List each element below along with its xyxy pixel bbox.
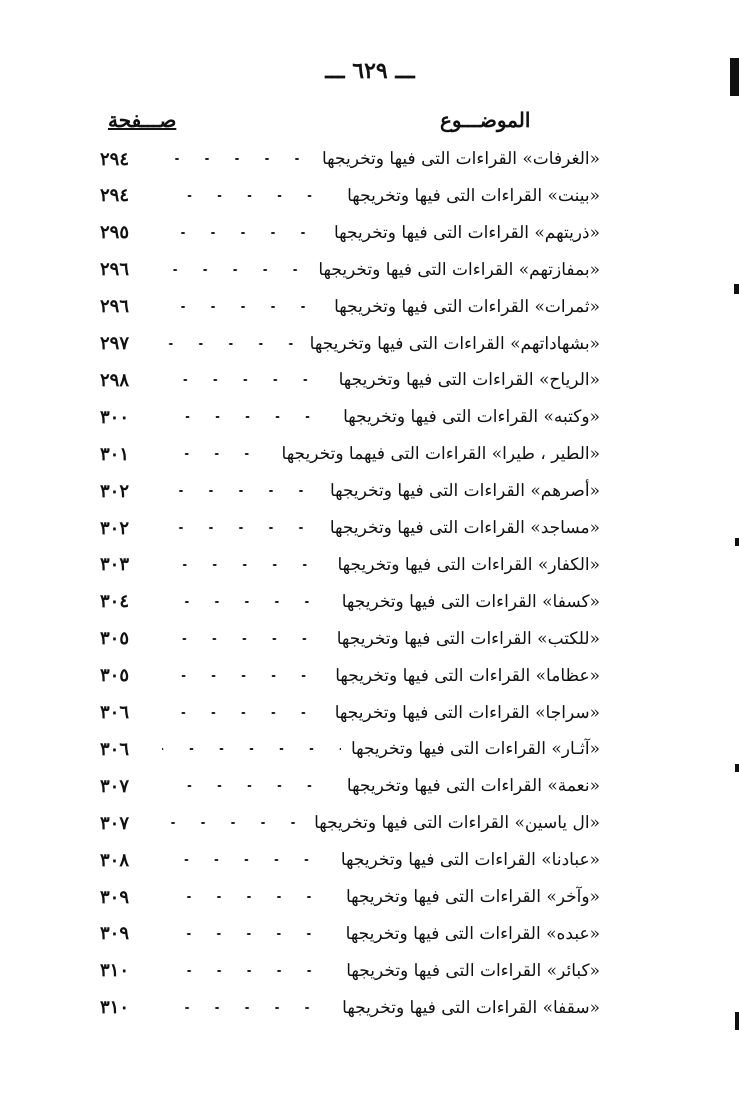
- entry-topic: «سقفا» القراءات التى فيها وتخريجها: [342, 997, 600, 1018]
- entry-topic: «بمفازتهم» القراءات التى فيها وتخريجها: [318, 259, 600, 280]
- entry-topic: «ذريتهم» القراءات التى فيها وتخريجها: [333, 222, 600, 243]
- index-entry: [100, 403, 600, 431]
- index-entry: [100, 182, 600, 210]
- entry-topic: «نعمة» القراءات التى فيها وتخريجها: [346, 776, 600, 797]
- entry-page-number: ٢٩٧: [100, 333, 130, 354]
- index-entry: [100, 551, 600, 579]
- entry-page-number: ٢٩٤: [100, 185, 130, 207]
- page-column-header: صـــفحة: [108, 108, 177, 132]
- index-entry: [100, 772, 600, 800]
- edge-mark: [735, 538, 739, 546]
- index-entry: [100, 957, 600, 985]
- leader-dots: [162, 158, 312, 160]
- entry-topic: «ثمرات» القراءات التى فيها وتخريجها: [334, 296, 600, 317]
- entry-page-number: ٢٩٦: [100, 259, 130, 281]
- leader-dots: [162, 638, 327, 640]
- leader-dots: [162, 748, 341, 750]
- entry-page-number: ٣٠٢: [100, 517, 130, 539]
- entry-page-number: ٣٠٥: [100, 628, 130, 650]
- index-entry: [100, 293, 600, 321]
- index-entry: [100, 994, 600, 1022]
- entry-topic: «الغرفات» القراءات التى فيها وتخريجها: [321, 149, 600, 169]
- entry-page-number: ٣١٠: [100, 960, 130, 982]
- leader-dots: [162, 379, 329, 381]
- index-entry: [100, 920, 600, 948]
- entry-page-number: ٣٠٢: [100, 480, 130, 502]
- leader-dots: [162, 970, 336, 972]
- entry-page-number: ٣٠٠: [100, 406, 130, 428]
- entry-page-number: ٣٠٣: [100, 554, 130, 576]
- leader-dots: [162, 1007, 332, 1009]
- index-entry: [100, 846, 600, 874]
- index-entry: [100, 145, 600, 173]
- entry-page-number: ٣٠١: [100, 443, 130, 465]
- entry-topic: «الكفار» القراءات التى فيها وتخريجها: [337, 554, 600, 575]
- edge-mark: [735, 1012, 739, 1030]
- entry-page-number: ٣٠٨: [100, 849, 130, 871]
- entry-topic: «الرياح» القراءات التى فيها وتخريجها: [338, 370, 600, 391]
- leader-dots: [162, 232, 324, 234]
- index-entry: [100, 256, 600, 284]
- edge-mark: [734, 284, 739, 294]
- leader-dots: [162, 822, 304, 824]
- entry-page-number: ٢٩٨: [100, 369, 130, 391]
- index-entry: [100, 330, 600, 358]
- entry-topic: «ال ياسين» القراءات التى فيها وتخريجها: [314, 813, 600, 834]
- index-entry: [100, 662, 600, 690]
- leader-dots: [162, 712, 325, 714]
- leader-dots: [162, 195, 337, 197]
- index-entry: [100, 440, 600, 468]
- entry-topic: «عبادنا» القراءات التى فيها وتخريجها: [340, 850, 600, 871]
- index-entry: [100, 366, 600, 394]
- entry-page-number: ٢٩٤: [100, 148, 130, 170]
- entry-page-number: ٣٠٧: [100, 775, 130, 797]
- index-entry: [100, 219, 600, 247]
- entry-page-number: ٣٠٩: [100, 923, 130, 945]
- entry-topic: «كبائر» القراءات التى فيها وتخريجها: [346, 960, 600, 981]
- leader-dots: [162, 343, 300, 345]
- leader-dots: [162, 416, 333, 418]
- entry-topic: «أصرهم» القراءات التى فيها وتخريجها: [329, 481, 600, 502]
- index-entry: [100, 514, 600, 542]
- entry-topic: «الطير ، طيرا» القراءات التى فيهما وتخريجها: [281, 444, 600, 465]
- entry-topic: «عبده» القراءات التى فيها وتخريجها: [345, 923, 600, 944]
- index-entry: [100, 735, 600, 763]
- entry-topic: «كسفا» القراءات التى فيها وتخريجها: [341, 591, 600, 612]
- entry-topic: «للكتب» القراءات التى فيها وتخريجها: [336, 628, 600, 649]
- leader-dots: [162, 601, 332, 603]
- index-entry: [100, 625, 600, 653]
- entry-topic: «بينت» القراءات التى فيها وتخريجها: [347, 185, 600, 206]
- entry-page-number: ٣٠٩: [100, 886, 130, 908]
- topic-column-header: الموضـــوع: [440, 108, 531, 132]
- leader-dots: [162, 564, 327, 566]
- edge-mark: [735, 764, 739, 772]
- entry-page-number: ٣٠٥: [100, 665, 130, 687]
- leader-dots: [162, 269, 308, 271]
- entry-page-number: ٣٠٤: [100, 591, 130, 613]
- entry-topic: «بشهاداتهم» القراءات التى فيها وتخريجها: [309, 333, 600, 354]
- index-entry: [100, 699, 600, 727]
- entry-topic: «مساجد» القراءات التى فيها وتخريجها: [329, 518, 600, 538]
- entry-topic: «آثـار» القراءات التى فيها وتخريجها: [350, 739, 600, 760]
- leader-dots: [162, 453, 272, 455]
- entry-topic: «عظاما» القراءات التى فيها وتخريجها: [335, 665, 600, 686]
- leader-dots: [162, 896, 336, 898]
- leader-dots: [162, 785, 337, 787]
- entry-page-number: ٣٠٦: [100, 702, 130, 723]
- index-entry: [100, 809, 600, 837]
- leader-dots: [162, 527, 320, 529]
- entry-page-number: ٢٩٥: [100, 222, 130, 244]
- edge-mark: [730, 58, 739, 96]
- index-entry: [100, 883, 600, 911]
- entry-page-number: ٣١٠: [100, 997, 130, 1019]
- page-number: ـــ ٦٢٩ ـــ: [325, 58, 415, 84]
- leader-dots: [162, 306, 324, 308]
- index-entry: [100, 588, 600, 616]
- entry-page-number: ٣٠٦: [100, 738, 130, 760]
- leader-dots: [162, 675, 325, 677]
- leader-dots: [162, 933, 336, 935]
- entry-page-number: ٢٩٦: [100, 296, 130, 318]
- entry-topic: «وآخر» القراءات التى فيها وتخريجها: [345, 887, 600, 907]
- entry-page-number: ٣٠٧: [100, 812, 130, 834]
- entry-topic: «وكتبه» القراءات التى فيها وتخريجها: [343, 407, 600, 428]
- index-entry: [100, 477, 600, 505]
- leader-dots: [162, 490, 320, 492]
- leader-dots: [162, 859, 331, 861]
- entry-topic: «سراجا» القراءات التى فيها وتخريجها: [334, 702, 600, 723]
